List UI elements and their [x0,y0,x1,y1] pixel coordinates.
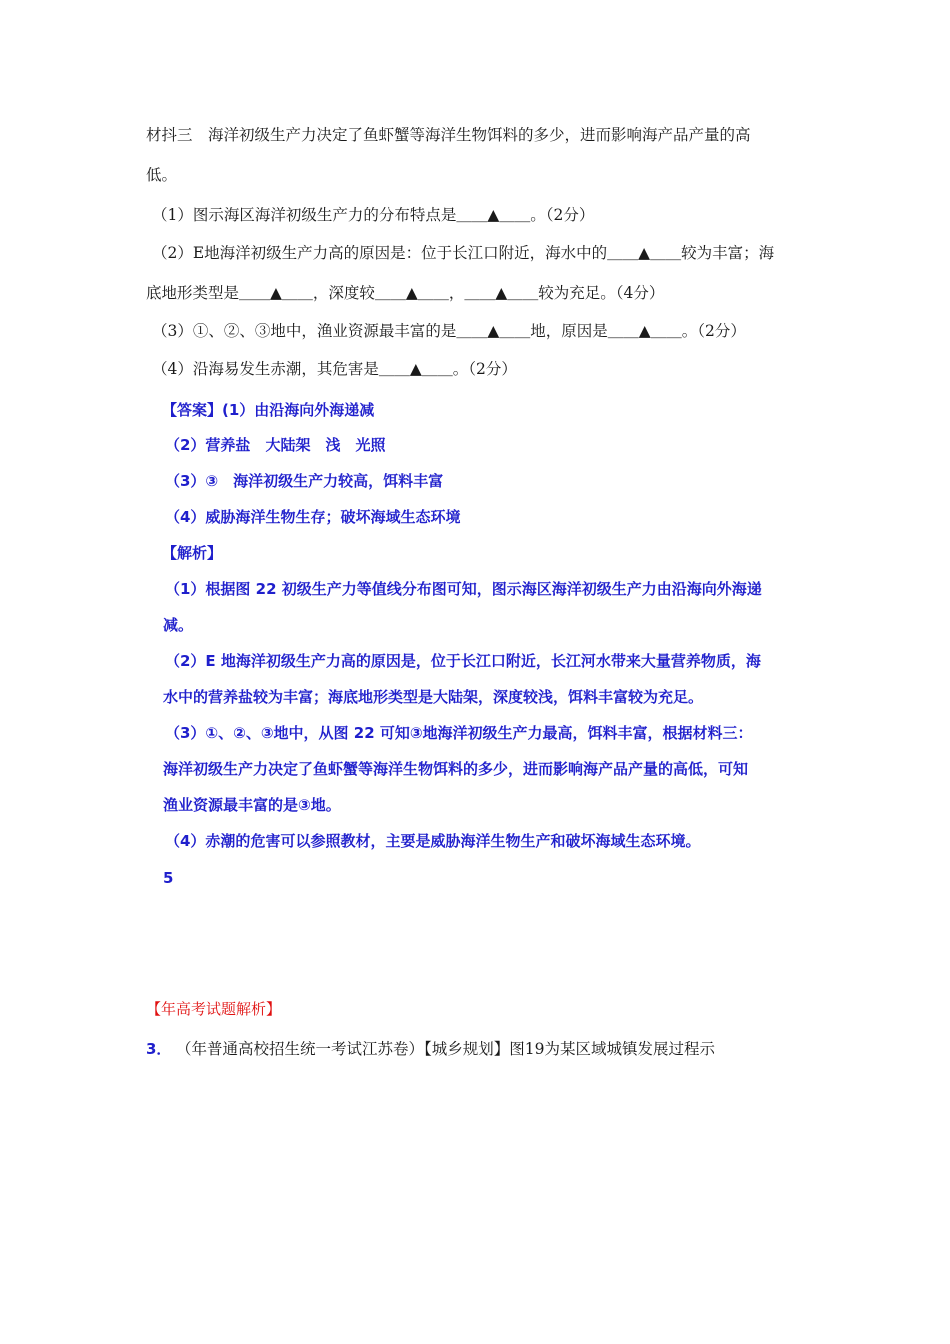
analysis-1-line2: 减。 [163,616,194,634]
answer-4: （4）威胁海洋生物生存；破坏海域生态环境 [165,508,461,526]
material-three-line2: 低。 [146,166,178,184]
question-2-line2: 底地形类型是＿＿▲＿＿，深度较＿＿▲＿＿，＿＿▲＿＿较为充足。（4分） [146,284,665,302]
question-3-text: （年普通高校招生统一考试江苏卷）【城乡规划】图19为某区域城镇发展过程示 [176,1040,715,1058]
analysis-title: 【解析】 [162,544,223,562]
answer-1: 【答案】(1）由沿海向外海递减 [162,401,375,419]
analysis-3-line1: （3）①、②、③地中，从图 22 可知③地海洋初级生产力最高，饵料丰富，根据材料三： [165,724,753,742]
analysis-2-line1: （2）E 地海洋初级生产力高的原因是，位于长江口附近，长江河水带来大量营养物质，海 [165,652,761,670]
analysis-1-line1: （1）根据图 22 初级生产力等值线分布图可知，图示海区海洋初级生产力由沿海向外海递 [165,580,762,598]
answer-3: （3）③ 海洋初级生产力较高，饵料丰富 [165,472,444,490]
analysis-3-line3: 渔业资源最丰富的是③地。 [163,796,341,814]
analysis-3-line2: 海洋初级生产力决定了鱼虾蟹等海洋生物饵料的多少，进而影响海产品产量的高低，可知 [163,760,749,778]
page-number: 5 [163,869,174,887]
section-title: 【年高考试题解析】 [146,1000,282,1018]
question-1: （1）图示海区海洋初级生产力的分布特点是＿＿▲＿＿。（2分） [152,206,595,224]
question-4: （4）沿海易发生赤潮，其危害是＿＿▲＿＿。（2分） [152,360,517,378]
answer-2: （2）营养盐 大陆架 浅 光照 [165,436,386,454]
question-3: （3）①、②、③地中，渔业资源最丰富的是＿＿▲＿＿地，原因是＿＿▲＿＿。（2分） [152,322,746,340]
material-three-line1: 材抖三 海洋初级生产力决定了鱼虾蟹等海洋生物饵料的多少，进而影响海产品产量的高 [146,126,751,144]
question-3-number: 3． [146,1040,172,1058]
analysis-2-line2: 水中的营养盐较为丰富；海底地形类型是大陆架，深度较浅，饵料丰富较为充足。 [163,688,704,706]
question-2-line1: （2）E地海洋初级生产力高的原因是：位于长江口附近，海水中的＿＿▲＿＿较为丰富；海 [152,244,775,262]
analysis-4: （4）赤潮的危害可以参照教材，主要是威胁海洋生物生产和破坏海域生态环境。 [165,832,701,850]
